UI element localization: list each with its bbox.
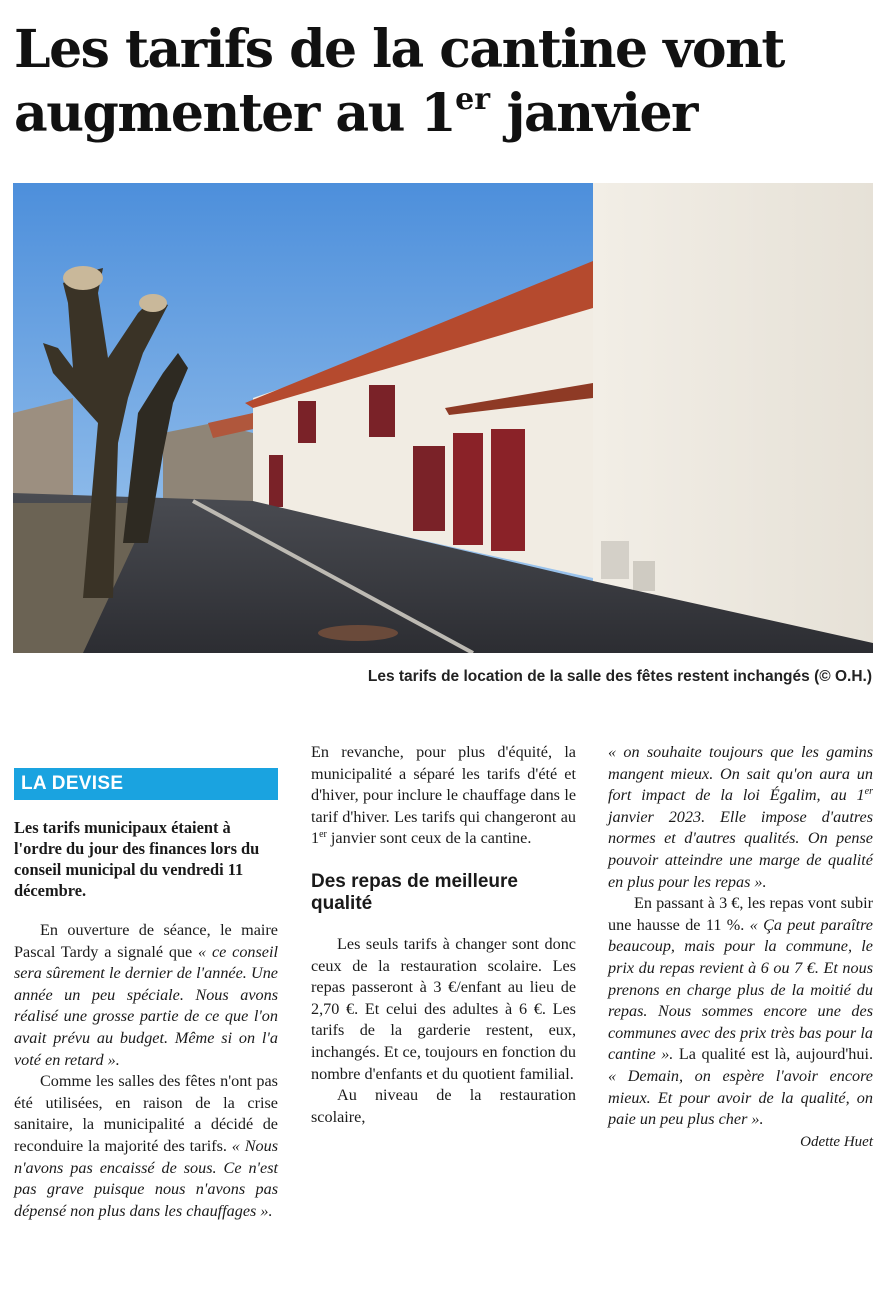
paragraph-2-end: En revanche, pour plus d'équité, la municipalité a séparé les tarifs d'été et d'hiver, pour inclure le chauffage dans le tarif d'hiver. Les tarifs qui changeront au 1 <box>311 743 576 848</box>
headline-line1: Les tarifs de la cantine vont <box>14 19 784 80</box>
author-signature: Odette Huet <box>800 1133 873 1150</box>
column-3 <box>608 742 873 1153</box>
paragraph-1 <box>14 920 278 1071</box>
paragraph-2-text: Comme les salles des fêtes n'ont pas été utilisées, en raison de la crise sanitaire, la municipalité a décidé de reconduire la majorité des tarifs. <box>14 1072 278 1155</box>
subheading: Des repas de meilleure qualité <box>311 870 518 914</box>
headline-superscript: er <box>455 82 491 117</box>
section-label: LA DEVISE <box>14 768 278 800</box>
headline-line2-end: janvier <box>490 83 697 144</box>
paragraph-1-quote: « ce conseil sera sûrement le dernier de l'année. Une année un peu spéciale. Nous avons réalisé une grosse partie de ce que l'on avait prévu au budget. Même si on l'a voté en retard ». <box>14 942 278 1069</box>
superscript: er <box>319 829 327 841</box>
paragraph-2 <box>14 1071 278 1222</box>
paragraph-4-quote-b: janvier 2023. Elle impose d'autres normes et d'autres qualités. On pense pouvoir atteindre une marge de qualité en plus pour les repas ». <box>608 807 873 891</box>
column-1 <box>14 742 278 1222</box>
headline-line2: augmenter au 1 <box>14 83 456 144</box>
photo-caption: Les tarifs de location de la salle des fêtes restent inchangés (© O.H.) <box>367 668 872 685</box>
paragraph-5-quote: « Ça peut paraître beaucoup, mais pour la commune, le prix du repas revient à 6 ou 7 €. Et nous prenons en charge plus de la moitié du repas. Nous sommes encore une des communes avec des prix très bas pour la cantine ». <box>608 915 873 1064</box>
paragraph-2-quote: « Nous n'avons pas encaissé de sous. Ce n'est pas grave puisque nous n'avons pas dépensé non plus dans les chauffages ». <box>14 1136 278 1220</box>
paragraph-3: Les seuls tarifs à changer sont donc ceux de la restauration scolaire. Les repas passeront à 3 €/enfant au lieu de 2,70 €. Et celui des adultes à 6 €. Les tarifs de la garderie restent, eux, inchangés. Et ce, toujours en fonction du nombre d'enfants et du quotient familial. <box>311 934 576 1083</box>
paragraph-1-text: En ouverture de séance, le maire Pascal Tardy a signalé que <box>14 921 278 961</box>
superscript: er <box>864 786 873 798</box>
paragraph-2-end-b: janvier sont ceux de la cantine. <box>326 829 532 848</box>
lead-paragraph: Les tarifs municipaux étaient à l'ordre du jour des finances lors du conseil municipal du vendredi 11 décembre. <box>14 818 260 900</box>
paragraph-4-continued <box>608 742 873 893</box>
village-hall-photo <box>13 183 873 653</box>
paragraph-5-quote-2: « Demain, on espère l'avoir encore mieux. Et pour avoir de la qualité, on paie un peu plus cher ». <box>608 1066 873 1129</box>
column-2 <box>311 742 576 1128</box>
paragraph-5-text: En passant à 3 €, les repas vont subir une hausse de 11 %. <box>608 894 873 934</box>
headline <box>14 18 884 146</box>
paragraph-5-mid: La qualité est là, aujourd'hui. <box>673 1045 873 1064</box>
paragraph-4: Au niveau de la restauration scolaire, <box>311 1086 576 1126</box>
paragraph-4-quote: « on souhaite toujours que les gamins mangent mieux. On sait qu'on aura un fort impact de la loi Égalim, au 1 <box>608 743 873 805</box>
paragraph-2-continued <box>311 742 576 850</box>
paragraph-5 <box>608 893 873 1131</box>
